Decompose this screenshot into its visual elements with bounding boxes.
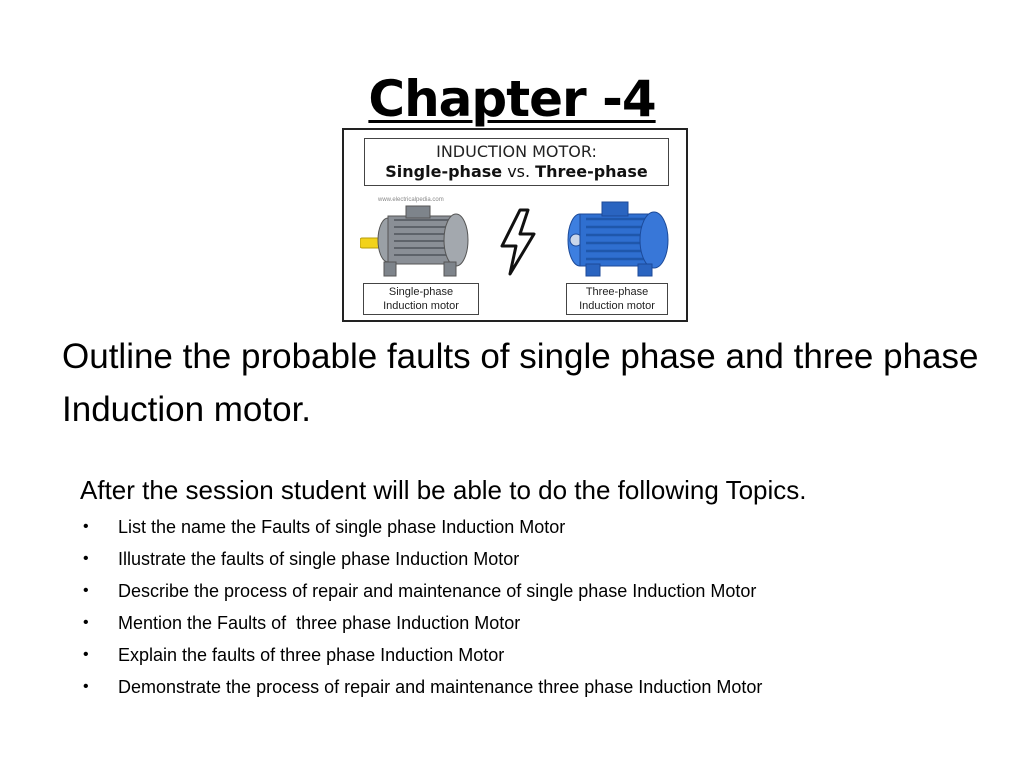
list-item <box>80 511 980 543</box>
induction-motor-figure <box>342 128 688 322</box>
bullet-icon: • <box>83 646 89 663</box>
lightning-bolt-icon <box>496 208 540 276</box>
figure-header-vs: vs. <box>502 162 536 181</box>
list-item <box>80 671 980 703</box>
single-phase-caption-line1: Single-phase <box>388 286 454 298</box>
three-phase-caption-line2: Induction motor <box>579 300 655 312</box>
list-item-text: Illustrate the faults of single phase Induction Motor <box>118 549 520 569</box>
bullet-icon: • <box>83 518 89 535</box>
slide-heading: Outline the probable faults of single phase and three phase Induction motor. <box>62 337 979 429</box>
list-item <box>80 575 980 607</box>
single-phase-caption <box>363 283 479 315</box>
bullet-icon: • <box>83 582 89 599</box>
list-item-text: Demonstrate the process of repair and maintenance three phase Induction Motor <box>118 677 763 697</box>
figure-watermark: www.electricalpedia.com <box>378 197 444 203</box>
list-item-text: Mention the Faults of three phase Induction Motor <box>118 613 521 633</box>
figure-header-line1: INDUCTION MOTOR: <box>436 142 597 161</box>
single-phase-motor-icon <box>360 200 472 280</box>
figure-header-single-phase: Single-phase <box>385 162 503 181</box>
figure-header-three-phase: Three-phase <box>535 162 648 181</box>
list-item-text: List the name the Faults of single phase Induction Motor <box>118 517 566 537</box>
topic-list <box>80 511 980 703</box>
figure-header-line2 <box>365 162 668 182</box>
bullet-icon: • <box>83 550 89 567</box>
slide-title: Chapter -4 <box>368 70 656 128</box>
list-item-text: Describe the process of repair and maintenance of single phase Induction Motor <box>118 581 757 601</box>
single-phase-caption-line2: Induction motor <box>383 300 459 312</box>
list-item-text: Explain the faults of three phase Induction Motor <box>118 645 505 665</box>
three-phase-motor-icon <box>564 198 676 280</box>
bullet-icon: • <box>83 614 89 631</box>
bullet-icon: • <box>83 678 89 695</box>
three-phase-caption <box>566 283 668 315</box>
three-phase-caption-line1: Three-phase <box>585 286 649 298</box>
list-item <box>80 543 980 575</box>
figure-header <box>364 138 669 186</box>
list-item <box>80 639 980 671</box>
list-item <box>80 607 980 639</box>
slide-subheading: After the session student will be able to do the following Topics. <box>80 475 807 505</box>
